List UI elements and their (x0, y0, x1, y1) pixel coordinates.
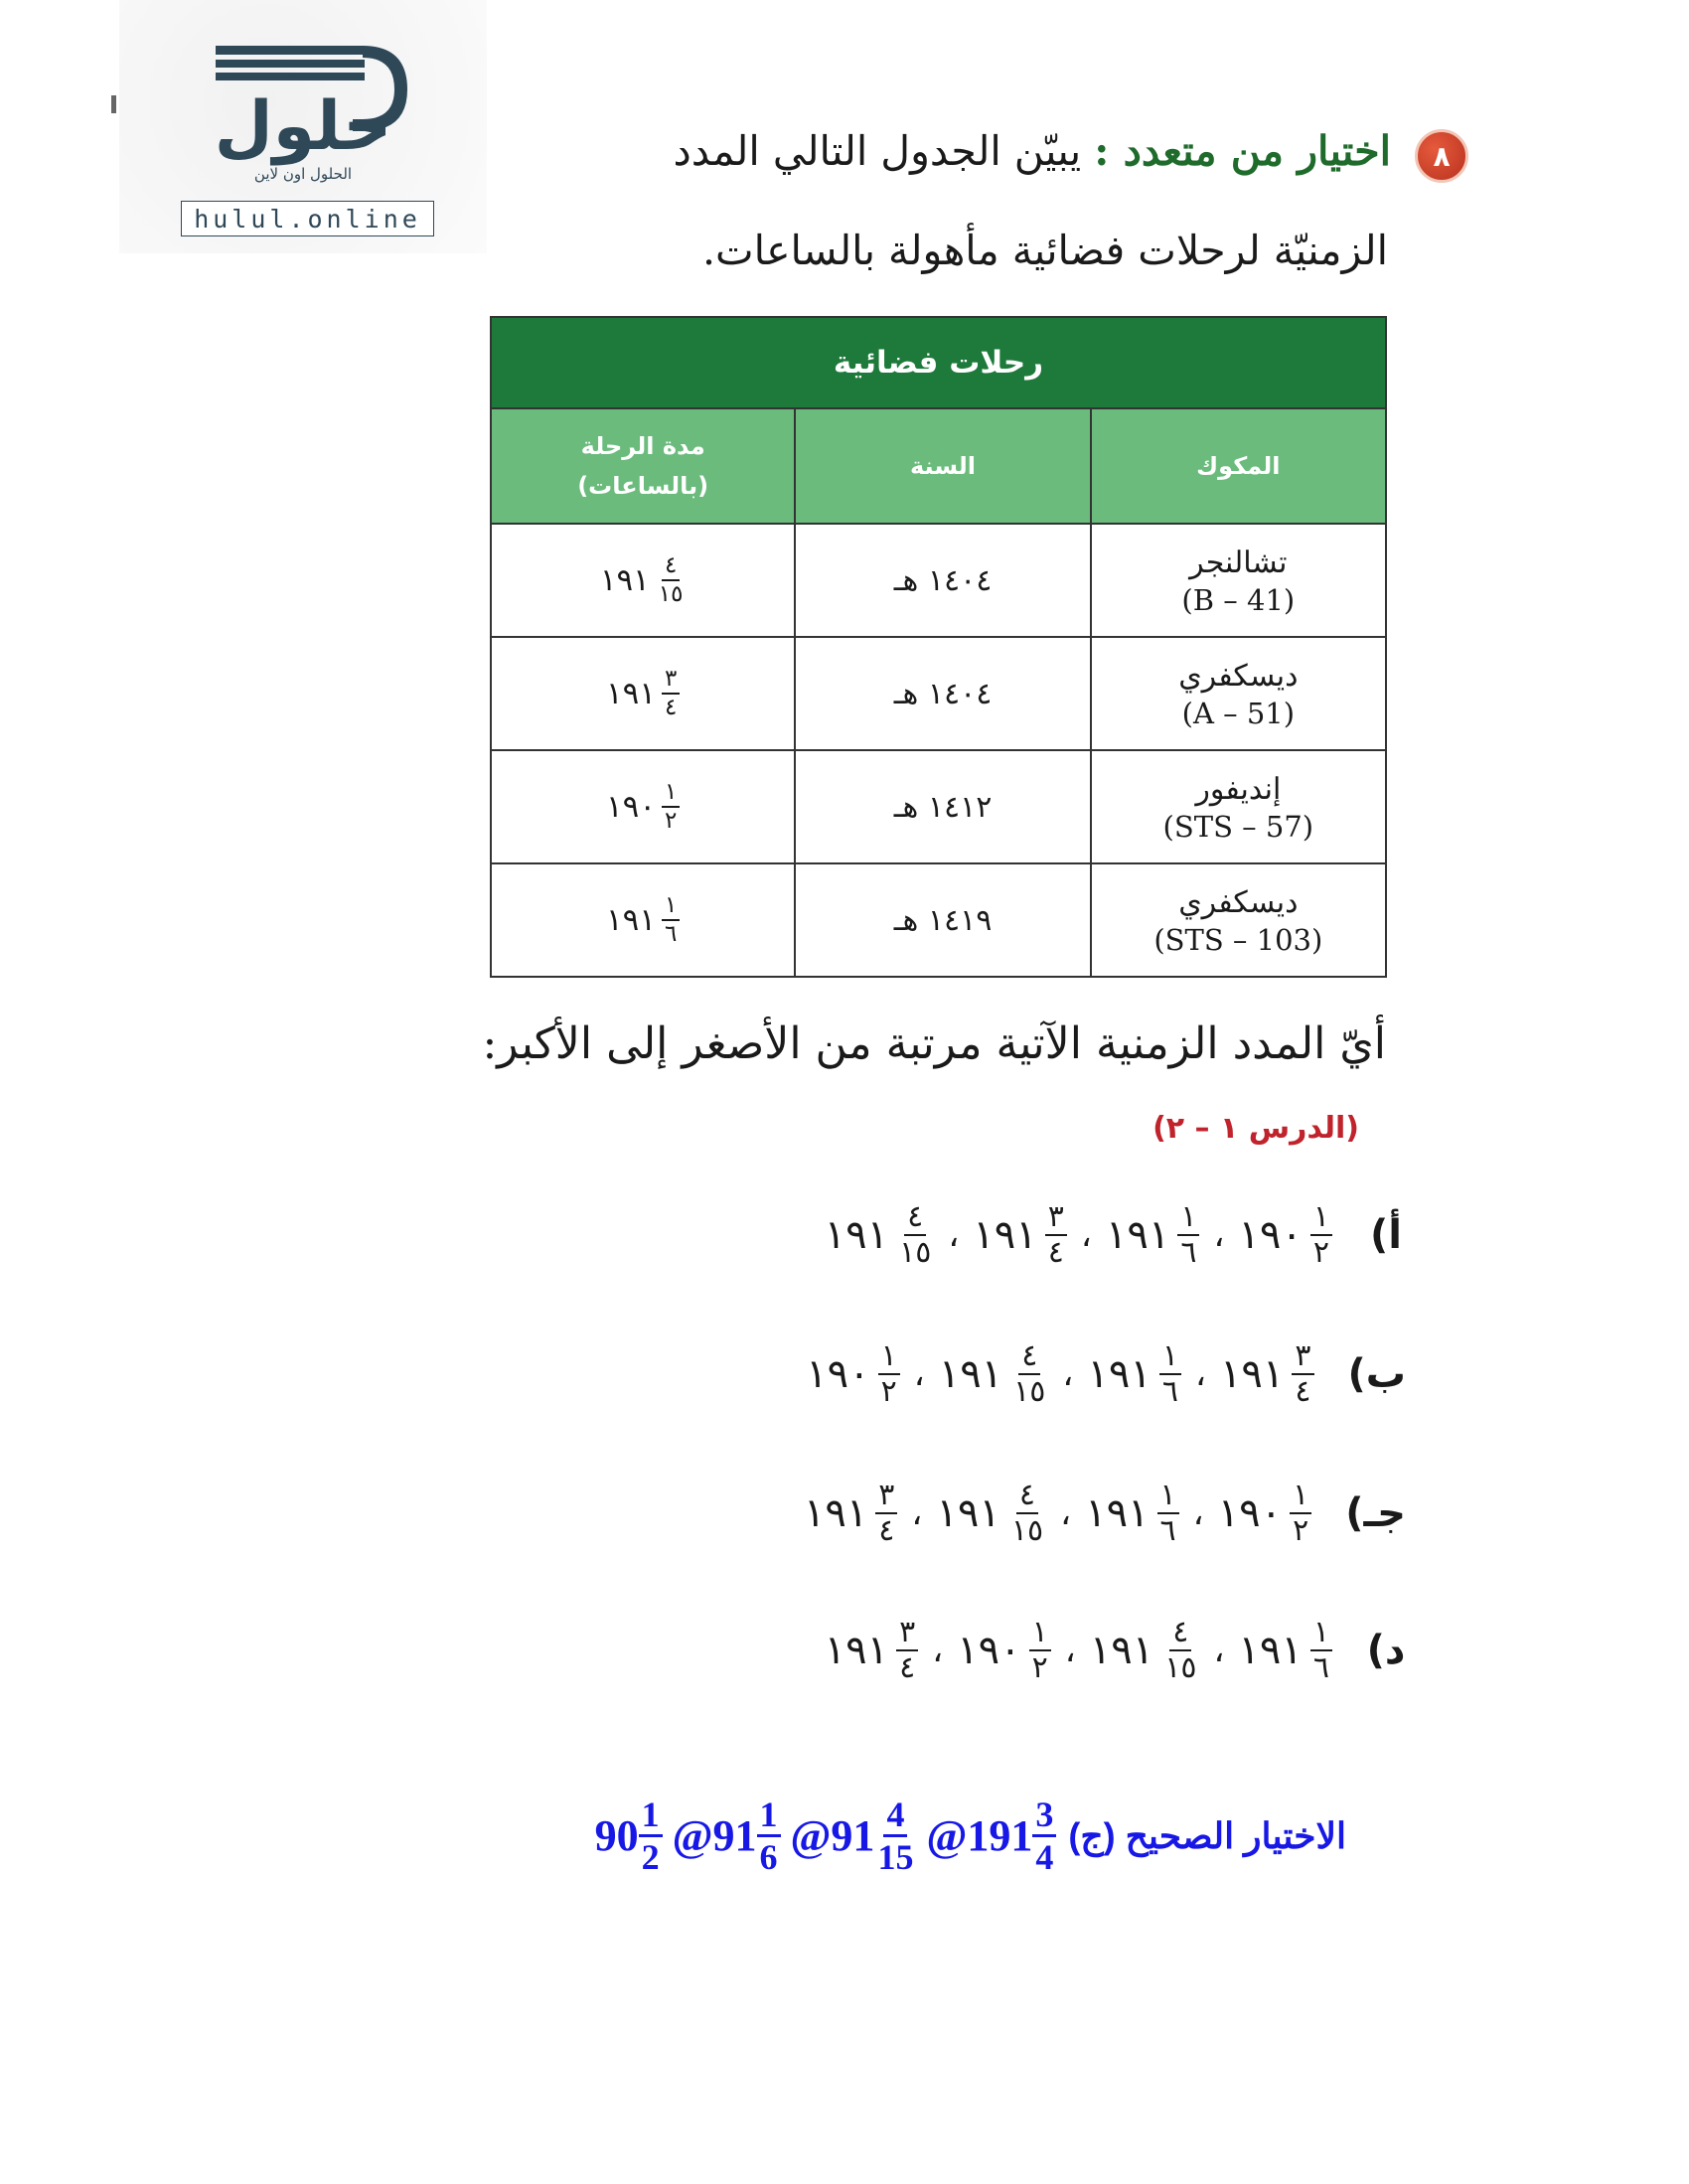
denominator: ٢ (1293, 1513, 1309, 1548)
numerator: ١ (1159, 1341, 1181, 1375)
shuttle-name: ديسكفري (1178, 885, 1299, 920)
denominator: 15 (877, 1837, 914, 1877)
whole-part: ١٩١ (1085, 1490, 1150, 1536)
mixed-number (1217, 1478, 1312, 1548)
denominator: ١٥ (1013, 1374, 1046, 1409)
comma-separator: ، (1194, 1354, 1206, 1394)
answer-option (824, 1615, 1406, 1685)
answer-sequence (595, 1796, 1057, 1875)
denominator: ٤ (878, 1513, 895, 1548)
mixed-number (803, 1478, 898, 1548)
numerator: ١ (1029, 1618, 1051, 1651)
option-values (824, 1199, 1332, 1270)
whole-part: ١٩١ (936, 1490, 1000, 1536)
answer-value (595, 1796, 663, 1875)
table-row (491, 750, 1386, 863)
fraction (1292, 1338, 1313, 1409)
denominator: ٦ (1312, 1650, 1329, 1685)
mixed-number (1085, 1478, 1179, 1548)
answer-label: الاختيار الصحيح (ج) (1068, 1814, 1346, 1856)
answer-whole: @91 (790, 1811, 875, 1860)
numerator: ١ (1177, 1202, 1199, 1236)
table-row (491, 863, 1386, 977)
denominator: ٦ (1180, 1235, 1197, 1270)
fraction (662, 894, 680, 946)
numerator: ٣ (875, 1481, 897, 1514)
option-label: جـ) (1345, 1490, 1406, 1536)
whole-part: ١٩١ (938, 1351, 1003, 1397)
whole-part: ١٩١ (1105, 1212, 1170, 1258)
fraction (1157, 1478, 1179, 1548)
cell-duration (491, 863, 795, 977)
numerator: ١ (1290, 1481, 1311, 1514)
shuttle-name: إنديفور (1195, 772, 1282, 807)
logo-url: hulul.online (181, 201, 434, 236)
fraction (662, 668, 680, 719)
mixed-number (606, 781, 680, 833)
header-shuttle: المكوك (1091, 408, 1386, 524)
cell-shuttle (1091, 524, 1386, 637)
answer-option (803, 1478, 1406, 1548)
answer-option (824, 1199, 1406, 1270)
table-row (491, 637, 1386, 750)
option-label: أ) (1370, 1212, 1402, 1258)
mixed-number (600, 554, 687, 606)
denominator: ٢ (1312, 1235, 1329, 1270)
numerator: ١ (1310, 1618, 1332, 1651)
question-kind: اختيار من متعدد : (1094, 127, 1391, 175)
denominator: ٢ (1031, 1650, 1048, 1685)
denominator: 6 (759, 1837, 778, 1877)
answer-value (791, 1796, 917, 1875)
denominator: ٤ (664, 695, 678, 720)
table-row (491, 524, 1386, 637)
denominator: ٤ (1295, 1374, 1311, 1409)
numerator: 1 (757, 1796, 781, 1837)
mixed-number (824, 1199, 935, 1270)
answer-whole: 90 (594, 1811, 639, 1860)
numerator: 1 (639, 1796, 663, 1837)
mixed-number (1238, 1615, 1332, 1685)
denominator: ١٥ (899, 1235, 932, 1270)
header-duration (491, 408, 795, 524)
hulul-logo (204, 40, 417, 193)
answer-option (806, 1338, 1406, 1409)
numerator: ٤ (904, 1202, 926, 1236)
whole-part: ١٩١ (824, 1628, 889, 1673)
whole-part: ١٩١ (1089, 1628, 1154, 1673)
numerator: ٣ (896, 1618, 918, 1651)
comma-separator: ، (948, 1215, 960, 1255)
question-text-1: يبيّن الجدول التالي المدد (673, 127, 1082, 175)
numerator: ١ (878, 1341, 900, 1375)
option-label: د) (1366, 1628, 1406, 1673)
numerator: ٤ (1018, 1341, 1040, 1375)
comma-separator: ، (1060, 1493, 1072, 1533)
mixed-number (1219, 1338, 1314, 1409)
fraction (1045, 1199, 1067, 1270)
cell-year: ١٤٠٤ هـ (795, 524, 1090, 637)
comma-separator: ، (1062, 1354, 1074, 1394)
fraction (639, 1796, 663, 1875)
fraction (1008, 1478, 1046, 1548)
comma-separator: ، (1064, 1631, 1076, 1670)
whole-part: ١٩١ (824, 1212, 889, 1258)
cell-year: ١٤١٢ هـ (795, 750, 1090, 863)
denominator: ٤ (899, 1650, 916, 1685)
whole-part: ١٩١ (599, 562, 650, 598)
fraction (1029, 1615, 1051, 1685)
numerator: 4 (883, 1796, 907, 1837)
denominator: ٦ (664, 921, 678, 947)
whole-part: ١٩٠ (1217, 1490, 1283, 1536)
numerator: 3 (1032, 1796, 1056, 1837)
mixed-number (936, 1478, 1046, 1548)
whole-part: ١٩٠ (806, 1351, 870, 1397)
cell-duration (491, 637, 795, 750)
denominator: ٤ (1047, 1235, 1064, 1270)
whole-part: ١٩١ (973, 1212, 1037, 1258)
option-values (824, 1615, 1332, 1685)
mixed-number (606, 668, 680, 719)
fraction (1310, 1199, 1332, 1270)
answer-line (595, 1796, 1346, 1875)
fraction (1290, 1478, 1311, 1548)
whole-part: ١٩١ (606, 902, 656, 938)
option-label: ب) (1347, 1351, 1406, 1397)
option-values (806, 1338, 1313, 1409)
numerator: ١ (1157, 1481, 1179, 1514)
denominator: ١٥ (1010, 1513, 1044, 1548)
fraction (1177, 1199, 1199, 1270)
header-duration-line2: (بالساعات) (577, 472, 709, 500)
denominator: ١٥ (1164, 1650, 1197, 1685)
mixed-number (938, 1338, 1049, 1409)
numerator: ١ (662, 894, 680, 921)
whole-part: ١٩١ (1238, 1628, 1303, 1673)
shuttle-code: (STS – 103) (1153, 923, 1323, 957)
cell-duration (491, 750, 795, 863)
answer-whole: @191 (926, 1811, 1033, 1860)
lesson-reference: (الدرس ١ – ٢) (1152, 1111, 1359, 1146)
whole-part: ١٩١ (1087, 1351, 1152, 1397)
mixed-number (1238, 1199, 1332, 1270)
numerator: ٤ (1016, 1481, 1038, 1514)
cell-shuttle (1091, 637, 1386, 750)
mixed-number (1087, 1338, 1181, 1409)
numerator: ٣ (1045, 1202, 1067, 1236)
denominator: ٦ (1161, 1374, 1178, 1409)
comma-separator: ، (932, 1631, 944, 1670)
fraction (896, 1615, 918, 1685)
shuttle-code: (STS – 57) (1162, 810, 1314, 844)
question-prompt: أيّ المدد الزمنية الآتية مرتبة من الأصغر إلى الأكبر: (482, 1018, 1386, 1069)
fraction (1161, 1615, 1199, 1685)
whole-part: ١٩٠ (606, 789, 656, 825)
numerator: ٤ (1169, 1618, 1191, 1651)
fraction (757, 1796, 781, 1875)
mixed-number (957, 1615, 1051, 1685)
comma-separator: ، (1213, 1215, 1225, 1255)
comma-separator: ، (911, 1493, 923, 1533)
denominator: ١٥ (658, 581, 684, 607)
logo-subtitle: الحلول اون لاين (253, 165, 353, 183)
logo-wordmark: حلول (214, 87, 392, 166)
whole-part: ١٩٠ (957, 1628, 1021, 1673)
mixed-number (1105, 1199, 1200, 1270)
comma-separator: ، (913, 1354, 925, 1394)
margin-mark (111, 95, 116, 113)
denominator: ٦ (1159, 1513, 1176, 1548)
cell-duration (491, 524, 795, 637)
shuttle-name: تشالنجر (1189, 546, 1288, 580)
answer-value (926, 1796, 1056, 1875)
cell-year: ١٤١٩ هـ (795, 863, 1090, 977)
numerator: ٣ (662, 668, 680, 695)
table-title: رحلات فضائية (491, 317, 1386, 408)
fraction (875, 1478, 897, 1548)
mixed-number (606, 894, 680, 946)
space-trips-table (490, 316, 1387, 978)
comma-separator: ، (1192, 1493, 1204, 1533)
mixed-number (1089, 1615, 1200, 1685)
cell-shuttle (1091, 863, 1386, 977)
fraction (1310, 1615, 1332, 1685)
mixed-number (806, 1338, 900, 1409)
fraction (1159, 1338, 1181, 1409)
fraction (874, 1796, 916, 1875)
denominator: ٢ (664, 808, 678, 834)
whole-part: ١٩١ (1219, 1351, 1285, 1397)
denominator: ٢ (880, 1374, 897, 1409)
comma-separator: ، (1080, 1215, 1092, 1255)
cell-shuttle (1091, 750, 1386, 863)
question-number-badge: ٨ (1415, 129, 1468, 183)
cell-year: ١٤٠٤ هـ (795, 637, 1090, 750)
numerator: ١ (662, 781, 680, 808)
fraction (662, 781, 680, 833)
fraction (896, 1199, 934, 1270)
comma-separator: ، (1213, 1631, 1225, 1670)
question-line-2: الزمنيّة لرحلات فضائية مأهولة بالساعات. (701, 227, 1388, 274)
numerator: ١ (1310, 1202, 1332, 1236)
whole-part: ١٩١ (606, 676, 656, 711)
header-year: السنة (795, 408, 1090, 524)
shuttle-code: (41 – B) (1181, 583, 1296, 617)
answer-whole: @91 (672, 1811, 757, 1860)
fraction (878, 1338, 900, 1409)
fraction (656, 554, 687, 606)
option-values (803, 1478, 1311, 1548)
shuttle-name: ديسكفري (1178, 659, 1299, 694)
answer-value (673, 1796, 781, 1875)
numerator: ٤ (662, 554, 680, 581)
numerator: ٣ (1292, 1341, 1313, 1375)
fraction (1010, 1338, 1048, 1409)
question-line-1 (673, 127, 1391, 175)
header-duration-line1: مدة الرحلة (580, 432, 705, 460)
mixed-number (973, 1199, 1067, 1270)
whole-part: ١٩١ (803, 1490, 868, 1536)
denominator: 2 (641, 1837, 660, 1877)
mixed-number (824, 1615, 919, 1685)
fraction (1032, 1796, 1056, 1875)
denominator: 4 (1035, 1837, 1054, 1877)
shuttle-code: (51 – A) (1181, 697, 1296, 730)
whole-part: ١٩٠ (1238, 1212, 1303, 1258)
